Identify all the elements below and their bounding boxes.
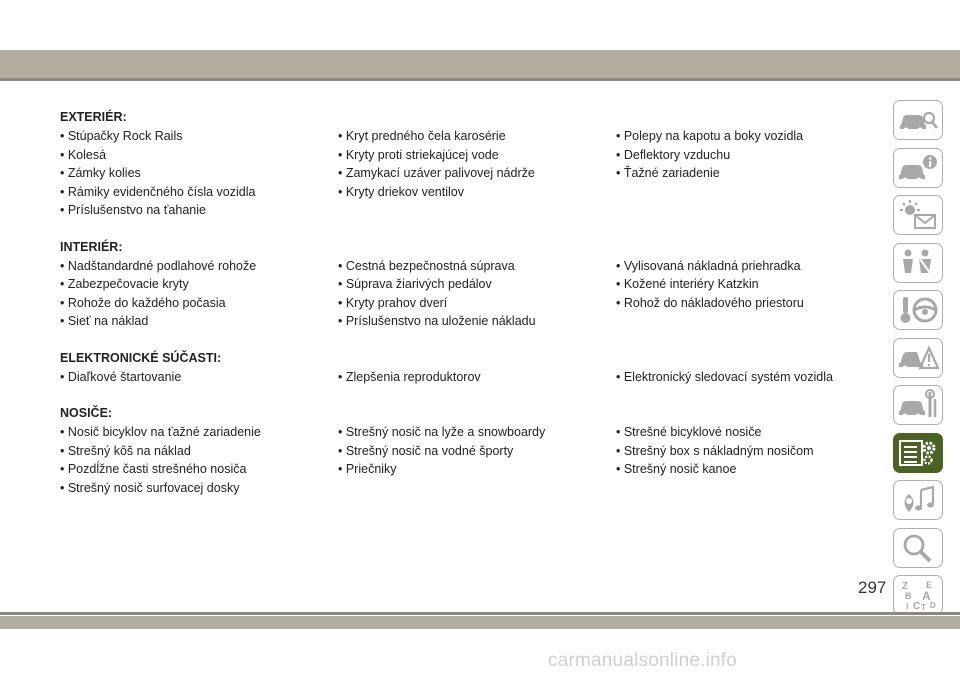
list-item: • Kryty driekov ventilov — [338, 184, 464, 199]
list-item: • Strešný nosič kanoe — [616, 462, 737, 476]
list-item — [616, 183, 880, 202]
page-number: 297 — [858, 578, 887, 597]
list-item: • Zamykací uzáver palivovej nádrže — [338, 166, 535, 180]
list-item: • Vylisovaná nákladná priehradka — [616, 258, 801, 273]
svg-text:Z: Z — [902, 581, 909, 592]
footer-rule — [0, 612, 960, 615]
tab-index[interactable] — [893, 575, 943, 615]
list-item: • Deflektory vzduchu — [616, 147, 731, 162]
item-grid — [60, 257, 880, 331]
list-item: • Príslušenstvo na ťahanie — [60, 203, 206, 217]
svg-text:A: A — [922, 589, 931, 603]
list-item: • Strešný box s nákladným nosičom — [616, 443, 814, 458]
list-item: • Zabezpečovacie kryty — [60, 277, 189, 291]
tab-car-info[interactable] — [893, 148, 943, 188]
section-title: EXTERIÉR: — [60, 110, 127, 124]
list-item: • Kožené interiéry Katzkin — [616, 277, 759, 291]
list-item — [616, 479, 880, 498]
section — [60, 404, 880, 497]
list-item: • Strešný kôš na náklad — [60, 443, 191, 458]
tab-car-search[interactable] — [893, 100, 943, 140]
list-item: • Elektronický sledovací systém vozidla — [616, 369, 833, 384]
list-item: • Strešné bicyklové nosiče — [616, 425, 762, 439]
svg-text:T: T — [921, 603, 926, 611]
key-steering-wheel-icon — [897, 294, 939, 326]
magnifier-icon — [897, 532, 939, 564]
list-item: • Kolesá — [60, 147, 107, 162]
header-rule — [0, 78, 960, 81]
svg-text:D: D — [930, 601, 936, 610]
list-item: • Príslušenstvo na uloženie nákladu — [338, 314, 536, 328]
list-item: • Rohož do nákladového priestoru — [616, 295, 804, 310]
svg-text:E: E — [926, 580, 933, 590]
list-item: • Sieť na náklad — [60, 314, 149, 328]
tab-technical-specifications[interactable] — [893, 433, 943, 473]
section — [60, 108, 880, 220]
watermark: carmanualsonline.info — [548, 650, 738, 671]
list-item: • Zlepšenia reproduktorov — [338, 369, 481, 384]
section-title: ELEKTRONICKÉ SÚČASTI: — [60, 350, 222, 365]
list-item: • Kryty proti striekajúcej vode — [338, 147, 499, 162]
svg-text:B: B — [905, 591, 912, 601]
list-item — [338, 201, 616, 220]
chapter-tabs — [893, 100, 945, 623]
list-item — [616, 312, 880, 331]
svg-text:C: C — [913, 601, 921, 611]
list-item: • Cestná bezpečnostná súprava — [338, 258, 515, 273]
list-item: • Rohože do každého počasia — [60, 295, 226, 310]
airbag-seatbelt-icon — [897, 247, 939, 279]
tab-safety[interactable] — [893, 243, 943, 283]
list-item: • Stúpačky Rock Rails — [60, 129, 183, 143]
car-service-tools-icon — [897, 389, 939, 421]
item-grid — [60, 423, 880, 497]
section-title: NOSIČE: — [60, 406, 113, 420]
list-item: • Nadštandardné podlahové rohože — [60, 258, 257, 273]
section-title: INTERIÉR: — [60, 239, 123, 254]
list-item: • Súprava žiarivých pedálov — [338, 277, 492, 291]
svg-text:I: I — [906, 602, 909, 611]
footer-band — [0, 616, 960, 629]
tab-emergency[interactable] — [893, 338, 943, 378]
list-item: • Kryt predného čela karosérie — [338, 129, 506, 143]
item-grid — [60, 368, 880, 387]
section — [60, 238, 880, 331]
tab-servicing[interactable] — [893, 385, 943, 425]
list-item — [338, 479, 616, 498]
list-item: • Strešný nosič surfovacej dosky — [60, 480, 240, 495]
tab-customer-assistance[interactable] — [893, 528, 943, 568]
alphabetical-index-icon — [897, 579, 939, 611]
section — [60, 349, 880, 387]
list-item: • Strešný nosič na vodné športy — [338, 443, 514, 458]
car-info-icon — [897, 152, 939, 184]
list-item: • Zámky kolies — [60, 166, 141, 180]
list-item: • Strešný nosič na lyže a snowboardy — [338, 425, 546, 439]
tab-warning-lights[interactable] — [893, 195, 943, 235]
multimedia-icon — [897, 484, 939, 516]
tab-multimedia[interactable] — [893, 480, 943, 520]
tab-starting-driving[interactable] — [893, 290, 943, 330]
list-item: • Polepy na kapotu a boky vozidla — [616, 129, 804, 143]
accessories-content — [60, 108, 880, 515]
list-item: • Diaľkové štartovanie — [60, 369, 182, 384]
list-item — [616, 201, 880, 220]
list-item: • Priečniky — [338, 462, 397, 476]
list-item: • Pozdĺžne časti strešného nosiča — [60, 462, 247, 476]
header-band — [0, 50, 960, 78]
car-search-icon — [897, 104, 939, 136]
list-item: • Ťažné zariadenie — [616, 166, 720, 180]
item-grid — [60, 127, 880, 220]
list-settings-icon — [897, 437, 939, 469]
list-item: • Rámiky evidenčného čísla vozidla — [60, 184, 256, 199]
list-item: • Nosič bicyklov na ťažné zariadenie — [60, 425, 261, 439]
car-crash-warning-icon — [897, 342, 939, 374]
warning-lights-message-icon — [897, 199, 939, 231]
list-item: • Kryty prahov dverí — [338, 295, 448, 310]
